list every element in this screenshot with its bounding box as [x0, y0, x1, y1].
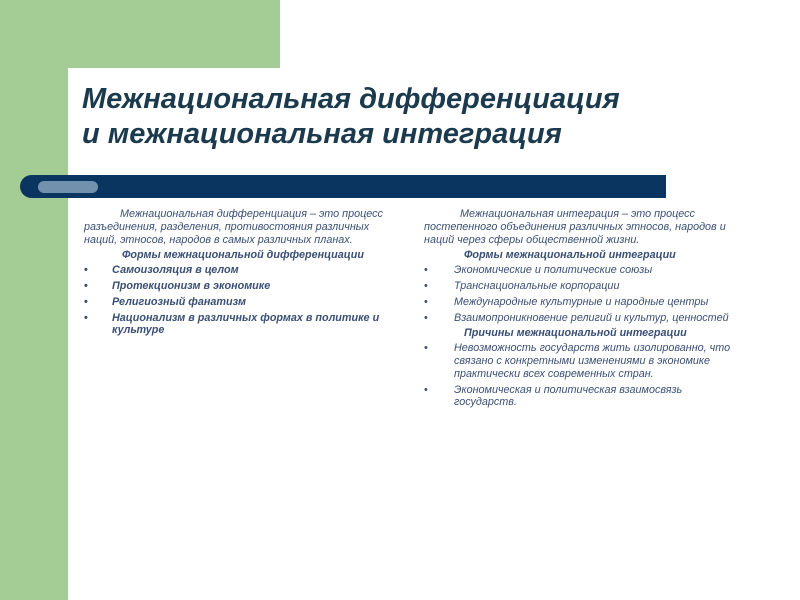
integration-definition: Межнациональная интеграция – это процесс постепенного объединения различных этносов, народов и наций через сферы общественной жизни.	[424, 208, 726, 246]
list-item: • Самоизоляция в целом	[84, 264, 396, 277]
right-column-integration	[424, 208, 748, 412]
integration-causes-heading: Причины межнациональной интеграции	[464, 327, 687, 340]
list-item: • Протекционизм в экономике	[84, 280, 396, 293]
list-item: • Экономическая и политическая взаимосвязь государств.	[424, 384, 748, 410]
decorative-title-bar	[20, 175, 666, 198]
list-item: • Экономические и политические союзы	[424, 264, 748, 277]
left-column-differentiation	[84, 208, 396, 340]
slide-title-line-2: и межнациональная интеграция	[82, 118, 562, 150]
decorative-green-band-top	[0, 0, 280, 68]
list-item: • Религиозный фанатизм	[84, 296, 396, 309]
integration-causes-list	[424, 342, 748, 409]
list-item: • Невозможность государств жить изолированно, что связано с конкретными изменениями в экономике практически всех современных стран.	[424, 342, 748, 380]
integration-forms-list	[424, 264, 748, 324]
slide-title	[82, 82, 772, 152]
list-item: • Национализм в различных формах в политике и культуре	[84, 312, 396, 338]
list-item: • Транснациональные корпорации	[424, 280, 748, 293]
slide-title-line-1: Межнациональная дифференциация	[82, 83, 620, 115]
decorative-bar-highlight	[38, 181, 98, 193]
decorative-green-band-left	[0, 0, 68, 600]
list-item: • Взаимопроникновение религий и культур, ценностей	[424, 312, 748, 325]
differentiation-definition: Межнациональная дифференциация – это процесс разъединения, разделения, противостояния различных наций, этносов, народов в самых различных планах.	[84, 208, 383, 246]
list-item: • Международные культурные и народные центры	[424, 296, 748, 309]
differentiation-forms-heading: Формы межнациональной дифференциации	[122, 249, 364, 262]
integration-forms-heading: Формы межнациональной интеграции	[464, 249, 676, 262]
differentiation-forms-list	[84, 264, 396, 337]
